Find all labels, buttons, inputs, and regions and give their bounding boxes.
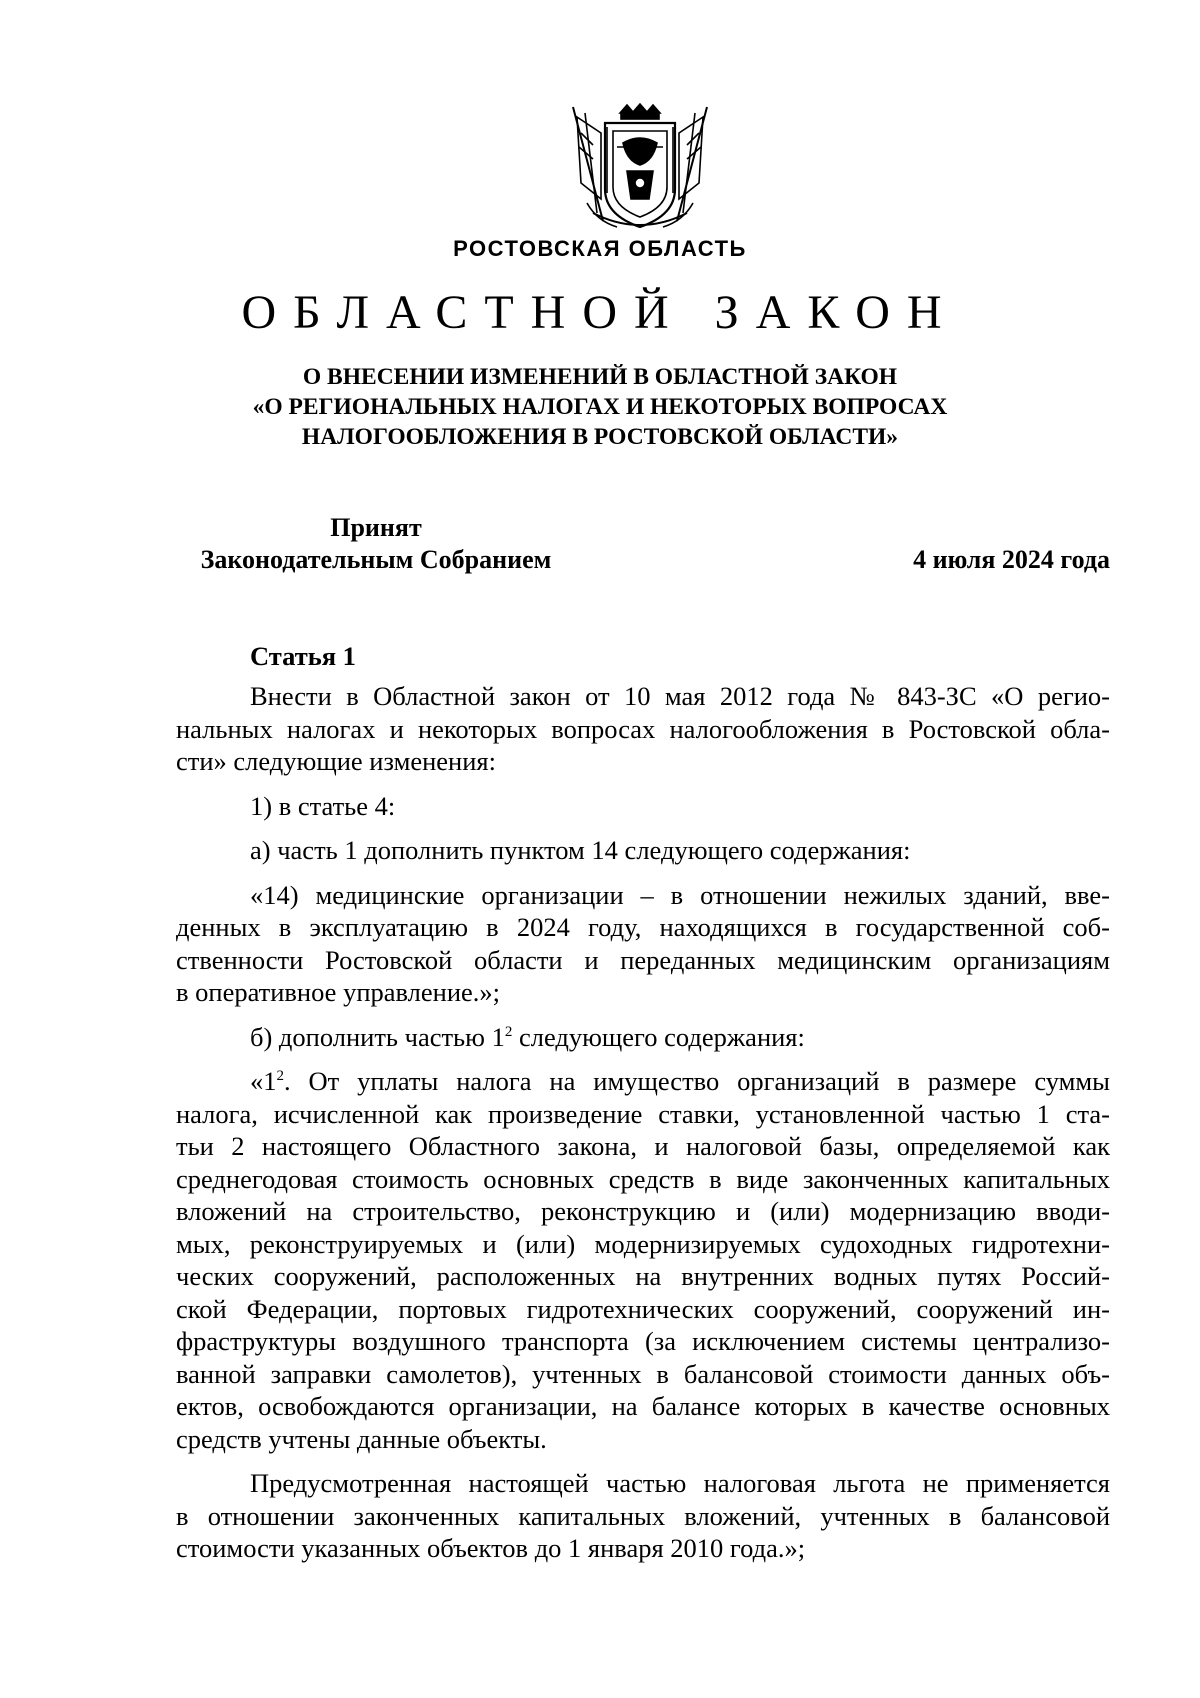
law-type-title: ОБЛАСТНОЙ ЗАКОН [241,286,959,339]
text-line: Предусмотренная настоящей частью налоговая льгота не применяется [250,1468,1110,1498]
adoption-body: Законодательным Собранием [200,545,552,574]
item-1: 1) в статье 4: [250,790,396,821]
text-line: ской Федерации, портовых гидротехнических сооружений, сооружений ин- [176,1293,1110,1324]
superscript: 2 [504,1023,513,1040]
text-line: налога, исчисленной как произведение ставки, установленной частью 1 ста- [176,1098,1110,1129]
quote-text: . От уплаты налога на имущество организаций в размере суммы [284,1066,1110,1096]
closing-paragraph [176,1467,1110,1565]
intro-paragraph [176,680,1110,778]
text-line: денных в эксплуатацию в 2024 году, находящихся в государственной соб- [176,912,1110,942]
text-line: ческих сооружений, расположенных на внутренних водных путях Россий- [176,1261,1110,1291]
text-line: стоимости указанных объектов до 1 января 2010 года.»; [176,1533,806,1563]
text-line: в отношении законченных капитальных вложений, учтенных в балансовой [176,1500,1110,1531]
text-line: фраструктуры воздушного транспорта (за исключением системы централизо- [176,1326,1110,1356]
text-line: в оперативное управление.»; [176,977,501,1007]
item-b-text: следующего содержания: [512,1021,805,1052]
adoption-label: Принят [330,513,422,542]
item-a: а) часть 1 дополнить пунктом 14 следующего содержания: [250,835,911,865]
item-b-text: б) дополнить частью 1 [250,1021,505,1052]
article-heading: Статья 1 [250,641,356,671]
text-line: средств учтены данные объекты. [176,1423,547,1454]
adoption-date: 4 июля 2024 года [913,545,1110,574]
subject-line: О ВНЕСЕНИИ ИЗМЕНЕНИЙ В ОБЛАСТНОЙ ЗАКОН [302,364,898,390]
quote-text: «1 [250,1066,277,1096]
quote-point-14 [176,879,1110,1009]
text-line: ванной заправки самолетов), учтенных в балансовой стоимости данных объ- [176,1358,1110,1389]
text-line: ственности Ростовской области и переданных медицинским организациям [176,944,1110,975]
item-b [176,1021,1110,1054]
subject-line: «О РЕГИОНАЛЬНЫХ НАЛОГАХ И НЕКОТОРЫХ ВОПРОСАХ [252,394,948,420]
text-line: тьи 2 настоящего Областного закона, и налоговой базы, определяемой как [176,1131,1110,1161]
quote-part-1-2 [176,1065,1110,1455]
text-line: ектов, освобождаются организации, на балансе которых в качестве основных [176,1391,1110,1421]
text-line: нальных налогах и некоторых вопросах налогообложения в Ростовской обла- [176,713,1110,744]
adoption-block [176,512,576,576]
text-line: мых, реконструируемых и (или) модернизируемых судоходных гидротехни- [176,1228,1110,1259]
text-line: «14) медицинские организации – в отношении нежилых зданий, вве- [250,879,1110,910]
subject-line: НАЛОГООБЛОЖЕНИЯ В РОСТОВСКОЙ ОБЛАСТИ» [301,424,899,450]
region-name: РОСТОВСКАЯ ОБЛАСТЬ [453,236,747,261]
text-line: Внести в Областной закон от 10 мая 2012 года № 843-ЗС «О регио- [250,681,1110,711]
text-line: вложений на строительство, реконструкцию и (или) модернизацию вводи- [176,1196,1110,1226]
superscript: 2 [276,1068,284,1085]
text-line: среднегодовая стоимость основных средств в виде законченных капитальных [176,1163,1110,1194]
article-body [176,640,1110,1577]
text-line: сти» следующие изменения: [176,746,496,776]
coat-of-arms-emblem [557,103,723,235]
law-subject [150,362,1050,452]
text-line [176,1065,1110,1098]
